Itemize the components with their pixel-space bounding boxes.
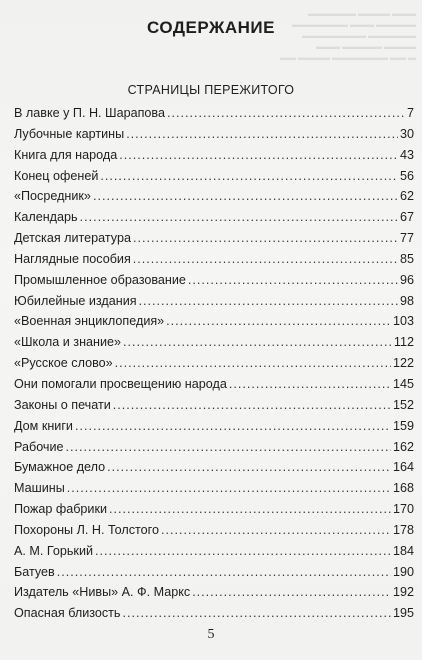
toc-entry [14,398,414,419]
dot-leader [188,273,398,287]
toc-entry-title: «Русское слово» [14,356,113,371]
toc-entry [14,523,414,544]
toc-entry-page: 103 [392,314,414,329]
dot-leader [100,169,398,183]
toc-entry-page: 43 [399,147,414,162]
toc-entry [14,419,414,440]
toc-entry [14,377,414,398]
toc-entry [14,606,414,627]
dot-leader [107,460,391,474]
dot-leader [126,127,398,141]
toc-entry-title: Издатель «Нивы» А. Ф. Маркс [14,585,191,600]
toc-entry [14,231,414,252]
toc-entry-title: Похороны Л. Н. Толстого [14,522,159,537]
toc-entry-page: 159 [392,418,414,433]
toc-entry-page: 96 [399,272,414,287]
toc-entry-title: Машины [14,481,65,496]
toc-entry [14,481,414,502]
toc-entry [14,148,414,169]
toc-entry-page: 195 [392,606,414,621]
dot-leader [95,544,391,558]
toc-entry-title: Пожар фабрики [14,502,108,517]
toc-entry [14,106,414,127]
toc-entry-title: «Посредник» [14,189,91,204]
toc-entry-title: Опасная близость [14,606,121,621]
toc-entry [14,252,414,273]
dot-leader [123,335,392,349]
table-of-contents [14,106,414,627]
toc-entry-page: 56 [399,168,414,183]
toc-entry-title: Батуев [14,564,55,579]
toc-entry [14,127,414,148]
toc-entry-page: 30 [399,126,414,141]
toc-entry-title: Книга для народа [14,147,118,162]
toc-entry-title: «Военная энциклопедия» [14,314,165,329]
dot-leader [123,606,391,620]
toc-entry [14,210,414,231]
toc-entry-title: Лубочные картины [14,126,125,141]
toc-entry-title: Бумажное дело [14,460,106,475]
dot-leader [133,231,398,245]
dot-leader [229,377,391,391]
toc-entry [14,460,414,481]
dot-leader [119,148,398,162]
toc-entry-title: В лавке у П. Н. Шарапова [14,106,165,120]
toc-entry-title: Юбилейные издания [14,293,137,308]
toc-entry [14,440,414,461]
toc-entry-title: А. М. Горький [14,543,94,558]
toc-entry-page: 112 [393,335,414,350]
toc-entry-title: Конец офеней [14,168,99,183]
toc-entry-title: Календарь [14,210,78,225]
toc-entry-title: Детская литература [14,231,131,246]
toc-entry-page: 122 [392,356,414,371]
toc-entry [14,294,414,315]
dot-leader [113,398,391,412]
toc-entry-page: 67 [399,210,414,225]
contents-heading: СОДЕРЖАНИЕ [147,18,275,37]
toc-entry [14,335,414,356]
toc-entry-page: 145 [392,376,414,391]
toc-entry-page: 190 [392,564,414,579]
toc-entry-title: «Школа и знание» [14,335,122,350]
dot-leader [67,481,391,495]
toc-entry-page: 168 [392,481,414,496]
toc-entry-page: 164 [392,460,414,475]
toc-entry [14,544,414,565]
toc-entry [14,585,414,606]
toc-entry-title: Промышленное образование [14,272,186,287]
toc-entry [14,169,414,190]
toc-entry-page: 162 [392,439,414,454]
toc-entry-page: 192 [392,585,414,600]
dot-leader [66,440,391,454]
dot-leader [161,523,391,537]
toc-entry-title: Наглядные пособия [14,251,131,266]
dot-leader [75,419,391,433]
dot-leader [80,210,398,224]
dot-leader [139,294,398,308]
section-heading: СТРАНИЦЫ ПЕРЕЖИТОГО [127,83,295,97]
dot-leader [109,502,391,516]
toc-entry-title: Рабочие [14,439,64,454]
toc-entry-page: 98 [399,293,414,308]
dot-leader [133,252,398,266]
toc-entry-title: Они помогали просвещению народа [14,376,227,391]
toc-entry-page: 7 [406,106,414,120]
toc-entry-page: 152 [392,397,414,412]
dot-leader [167,106,405,120]
show-through-text: ▬▬▬ ▬▬▬▬ ▬▬▬▬▬▬ ▬▬▬▬▬ ▬▬▬ ▬▬▬▬▬▬▬ ▬▬▬▬▬▬ ▬▬▬▬▬▬▬▬ ▬▬▬▬ ▬▬▬▬▬ ▬▬▬ ▬ ▬▬ ▬▬▬▬▬▬▬ ▬▬▬▬ ▬▬ [280,9,416,62]
toc-entry-page: 170 [392,502,414,517]
toc-entry [14,502,414,523]
toc-entry [14,189,414,210]
toc-entry [14,273,414,294]
toc-entry-page: 184 [392,543,414,558]
dot-leader [192,585,391,599]
toc-entry [14,565,414,586]
dot-leader [115,356,391,370]
toc-entry-page: 178 [392,522,414,537]
dot-leader [166,314,391,328]
toc-entry [14,314,414,335]
toc-entry-title: Дом книги [14,418,73,433]
dot-leader [93,189,398,203]
toc-entry-title: Законы о печати [14,397,111,412]
toc-entry-page: 85 [399,251,414,266]
dot-leader [57,565,391,579]
page-number: 5 [207,627,215,642]
toc-entry-page: 77 [399,231,414,246]
toc-entry-page: 62 [399,189,414,204]
toc-entry [14,356,414,377]
